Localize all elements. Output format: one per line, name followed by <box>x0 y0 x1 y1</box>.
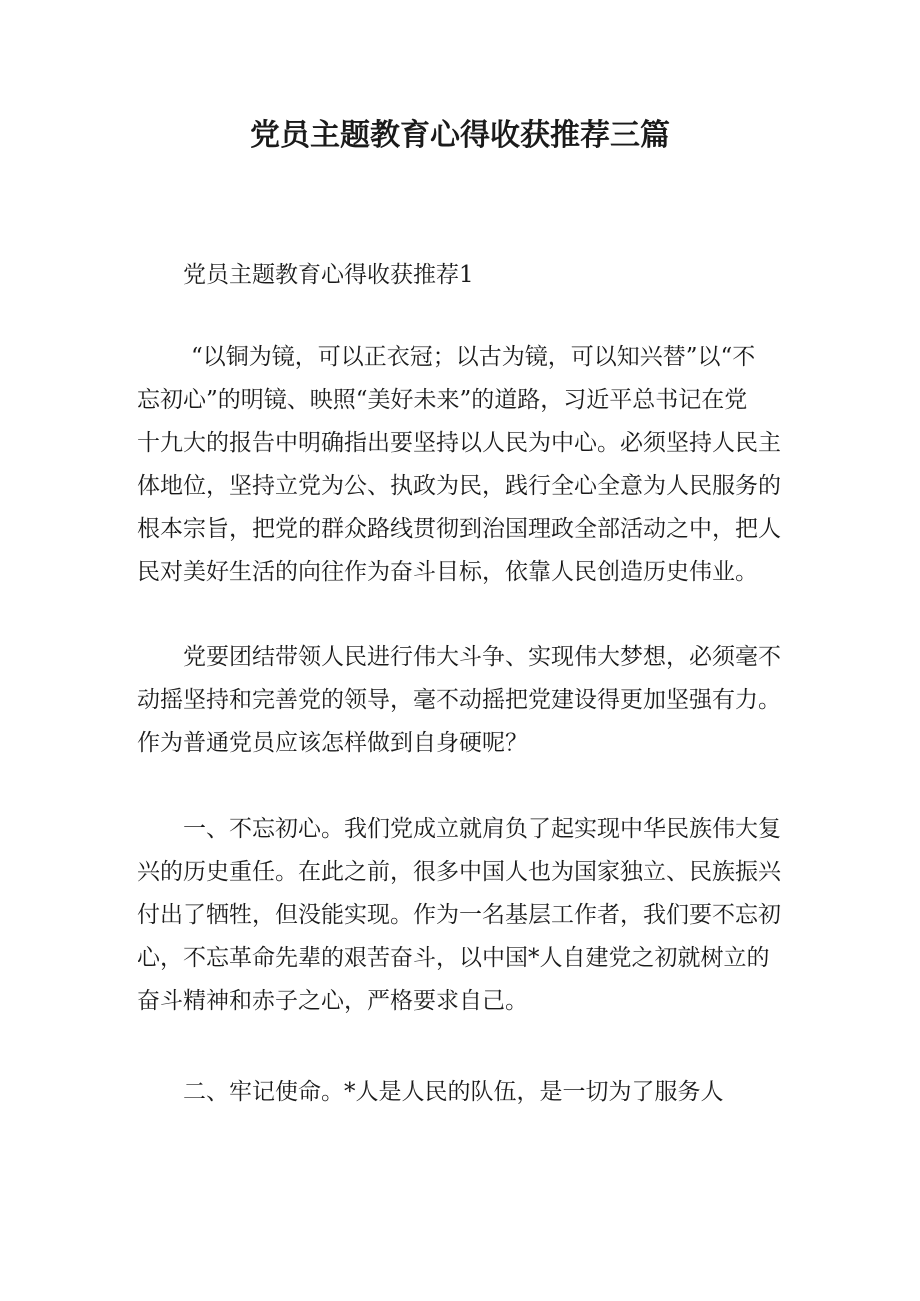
paragraph-line: 兴的历史重任。在此之前，很多中国人也为国家独立、民族振兴 <box>137 859 781 885</box>
paragraph-line: 体地位，坚持立党为公、执政为民，践行全心全意为人民服务的 <box>137 473 781 499</box>
section-subtitle <box>137 254 833 297</box>
paragraph-line: 十九大的报告中明确指出要坚持以人民为中心。必须坚持人民主 <box>137 430 781 456</box>
paragraph-line: 一、不忘初心。我们党成立就肩负了起实现中华民族伟大复 <box>183 816 781 842</box>
paragraph-3 <box>137 808 787 1023</box>
paragraph-line: 忘初心”的明镜、映照“美好未来”的道路，习近平总书记在党 <box>137 387 748 413</box>
paragraph-line: 动摇坚持和完善党的领导，毫不动摇把党建设得更加坚强有力。 <box>137 687 781 713</box>
paragraph-4 <box>137 1071 787 1114</box>
paragraph-line: 心，不忘革命先辈的艰苦奋斗，以中国*人自建党之初就树立的 <box>137 945 770 971</box>
paragraph-line: 作为普通党员应该怎样做到自身硬呢？ <box>137 730 528 756</box>
paragraph-line: “以铜为镜，可以正衣冠；以古为镜，可以知兴替”以“不 <box>191 344 756 370</box>
paragraph-2 <box>137 636 787 765</box>
paragraph-line: 民对美好生活的向往作为奋斗目标，依靠人民创造历史伟业。 <box>137 559 758 585</box>
paragraph-line: 付出了牺牲，但没能实现。作为一名基层工作者，我们要不忘初 <box>137 902 781 928</box>
paragraph-line: 根本宗旨，把党的群众路线贯彻到治国理政全部活动之中，把人 <box>137 516 781 542</box>
paragraph-1 <box>137 336 787 594</box>
paragraph-line: 二、牢记使命。*人是人民的队伍，是一切为了服务人 <box>183 1079 724 1105</box>
document-title: 党员主题教育心得收获推荐三篇 <box>250 118 670 153</box>
subtitle-text: 党员主题教育心得收获推荐1 <box>183 262 474 288</box>
paragraph-line: 党要团结带领人民进行伟大斗争、实现伟大梦想，必须毫不 <box>183 644 781 670</box>
paragraph-line: 奋斗精神和赤子之心，严格要求自己。 <box>137 988 528 1014</box>
